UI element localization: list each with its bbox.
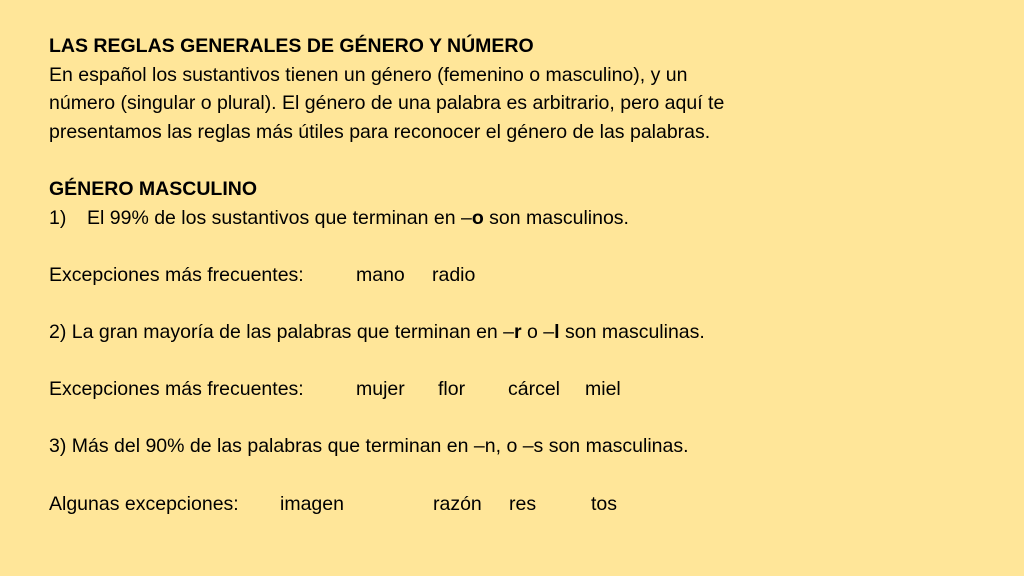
exception-word: razón (433, 492, 482, 515)
spacer (49, 146, 989, 175)
slide-title: LAS REGLAS GENERALES DE GÉNERO Y NÚMERO (49, 35, 534, 57)
exception-word: mujer (356, 378, 405, 401)
rule-1-text: El 99% de los sustantivos que terminan en –o son masculinos. (87, 206, 629, 229)
exception-word: miel (585, 378, 621, 401)
rule-1 (49, 204, 989, 233)
rule-1-ending: o (471, 206, 484, 229)
exception-word: mano (356, 263, 405, 286)
rule-3: 3) Más del 90% de las palabras que terminan en –n, o –s son masculinas. (49, 435, 689, 458)
exception-word: imagen (280, 492, 344, 515)
intro-line-3: presentamos las reglas más útiles para reconocer el género de las palabras. (49, 120, 711, 143)
spacer (49, 289, 989, 318)
spacer (49, 347, 989, 376)
section-heading: GÉNERO MASCULINO (49, 177, 258, 200)
rule-1-number: 1) (49, 206, 67, 229)
exception-word: tos (591, 492, 618, 515)
exceptions-2 (49, 375, 989, 404)
rule-2-ending-r: r (514, 320, 522, 343)
intro-line-1: En español los sustantivos tienen un género (femenino o masculino), y un (49, 63, 688, 86)
exception-word: cárcel (508, 378, 561, 401)
exception-word: radio (432, 263, 476, 286)
exception-word: res (509, 492, 537, 515)
rule-2: 2) La gran mayoría de las palabras que terminan en –r o –l son masculinas. (49, 320, 705, 343)
spacer (49, 461, 989, 490)
exception-word: flor (438, 378, 466, 401)
exceptions-3-label: Algunas excepciones: (49, 492, 239, 515)
rule-2-ending-l: l (554, 320, 560, 343)
exceptions-2-label: Excepciones más frecuentes: (49, 378, 304, 401)
exceptions-1 (49, 261, 989, 290)
exceptions-3 (49, 490, 989, 519)
spacer (49, 232, 989, 261)
spacer (49, 404, 989, 433)
slide-content (49, 32, 989, 518)
intro-line-2: número (singular o plural). El género de una palabra es arbitrario, pero aquí te (49, 92, 725, 115)
exceptions-1-label: Excepciones más frecuentes: (49, 263, 304, 286)
